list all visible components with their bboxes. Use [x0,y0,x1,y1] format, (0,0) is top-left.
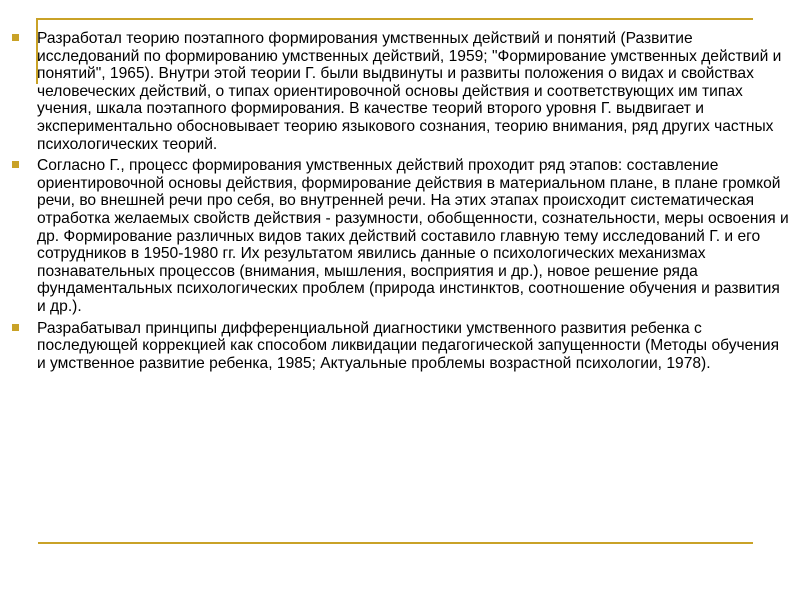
square-bullet-icon [12,161,19,168]
bullet-item [12,157,792,315]
square-bullet-icon [12,34,19,41]
bottom-divider-line [38,542,753,544]
top-divider-line [38,18,753,20]
bullet-item [12,30,792,153]
slide-body [12,30,792,376]
bullet-text: Согласно Г., процесс формирования умственных действий проходит ряд этапов: составление ориентировочной основы действия, формирование действия в материальном плане, в плане громкой речи, во внешней речи про себя, во внутренней речи. На этих этапах происходит систематическая отработка желаемых свойств действия - разумности, обобщенности, сознательности, меры освоения и др. Формирование различных видов таких действий составило главную тему исследований Г. и его сотрудников в 1950-1980 гг. Их результатом явились данные о психологических механизмах познавательных процессов (внимания, мышления, восприятия и др.), новое решение ряда фундаментальных психологических проблем (природа инстинктов, соотношение обучения и развития и др.). [37,157,789,315]
bullet-text: Разрабатывал принципы дифференциальной диагностики умственного развития ребенка с последующей коррекцией как способом ликвидации педагогической запущенности (Методы обучения и умственное развитие ребенка, 1985; Актуальные проблемы возрастной психологии, 1978). [37,319,780,372]
bullet-text: Разработал теорию поэтапного формирования умственных действий и понятий (Развитие исследований по формированию умственных действий, 1959; "Формирование умственных действий и понятий", 1965). Внутри этой теории Г. были выдвинуты и развиты положения о видах и свойствах человеческих действий, о типах ориентировочной основы действия и соответствующих им типах учения, шкала поэтапного формирования. В качестве теорий второго уровня Г. выдвигает и экспериментально обосновывает теорию языкового сознания, теорию внимания, ряд других частных психологических теорий. [37,30,782,153]
square-bullet-icon [12,324,19,331]
bullet-item [12,320,792,373]
